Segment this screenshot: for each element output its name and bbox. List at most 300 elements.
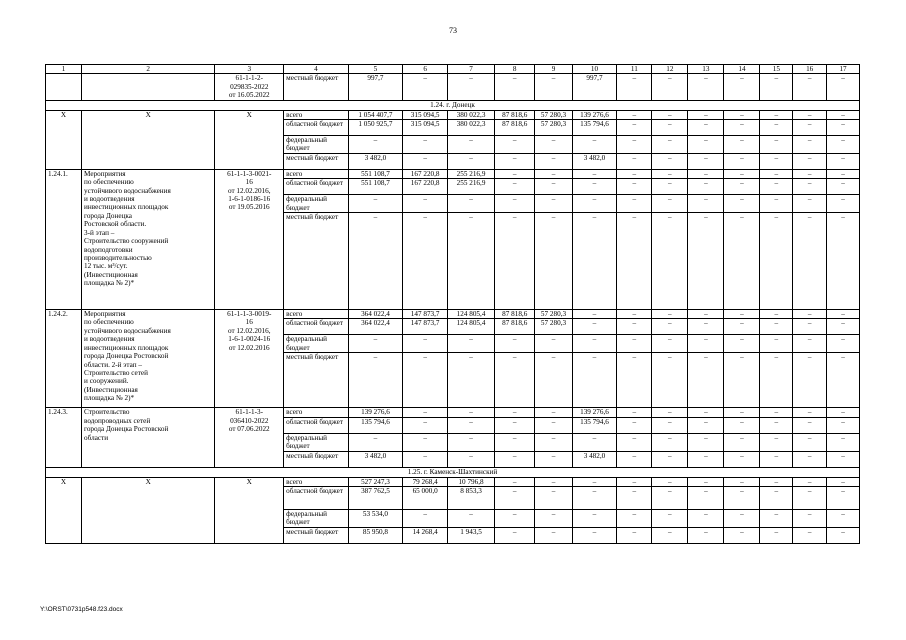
table-body <box>46 65 860 544</box>
cell-value: – <box>617 110 652 119</box>
cell-value: – <box>448 153 495 169</box>
cell-value: – <box>652 179 688 195</box>
cell-value: – <box>448 353 495 408</box>
cell-source: местный бюджет <box>284 451 348 467</box>
cell-value: 551 108,7 <box>348 179 403 195</box>
cell-value: – <box>403 213 448 310</box>
cell-value: – <box>572 509 617 527</box>
cell-value: – <box>572 136 617 154</box>
cell-value: 53 534,0 <box>348 509 403 527</box>
cell-value: – <box>827 353 860 408</box>
cell-value: 10 796,8 <box>448 477 495 486</box>
cell-value: – <box>617 169 652 178</box>
cell-value: 147 873,7 <box>403 310 448 319</box>
cell-value: – <box>403 509 448 527</box>
cell-number: 1.24.3. <box>46 408 82 467</box>
section-title: 1.24. г. Донецк <box>46 100 860 110</box>
section-row <box>46 467 860 477</box>
cell-value: – <box>403 417 448 433</box>
cell-value: – <box>403 136 448 154</box>
cell-source: федеральный бюджет <box>284 195 348 213</box>
cell-value: – <box>827 136 860 154</box>
table-row <box>46 477 860 486</box>
cell-value: – <box>827 153 860 169</box>
cell-source: местный бюджет <box>284 153 348 169</box>
cell-value: – <box>572 213 617 310</box>
cell-value: – <box>793 169 827 178</box>
cell-value: 3 482,0 <box>572 153 617 169</box>
cell-value: – <box>495 153 535 169</box>
cell-value: – <box>760 195 793 213</box>
cell-value: – <box>688 433 724 451</box>
cell-value: – <box>572 486 617 509</box>
cell-value: – <box>652 486 688 509</box>
cell-value: – <box>617 486 652 509</box>
cell-value: – <box>688 310 724 319</box>
cell-source: местный бюджет <box>284 527 348 543</box>
cell-value: – <box>448 509 495 527</box>
cell-value: – <box>535 195 572 213</box>
cell-value: – <box>448 195 495 213</box>
section-title: 1.25. г. Каменск-Шахтинский <box>46 467 860 477</box>
cell-value: 364 022,4 <box>348 319 403 335</box>
cell-value: – <box>793 477 827 486</box>
cell-value: – <box>495 486 535 509</box>
cell-value: – <box>688 451 724 467</box>
cell-value: – <box>403 353 448 408</box>
cell-value: – <box>495 169 535 178</box>
cell-value: 14 268,4 <box>403 527 448 543</box>
cell-value: – <box>403 408 448 417</box>
cell-source: областной бюджет <box>284 417 348 433</box>
cell-value: – <box>827 213 860 310</box>
cell-value: – <box>652 353 688 408</box>
cell-value: – <box>760 486 793 509</box>
cell-source: местный бюджет <box>284 74 348 100</box>
cell-value: – <box>688 335 724 353</box>
cell-value: – <box>652 169 688 178</box>
cell-value: – <box>827 477 860 486</box>
budget-table <box>45 64 860 544</box>
cell-source: местный бюджет <box>284 353 348 408</box>
cell-value: – <box>572 310 617 319</box>
cell-source: областной бюджет <box>284 486 348 509</box>
cell-number: 1.24.2. <box>46 310 82 408</box>
cell-source: всего <box>284 310 348 319</box>
cell-value: 997,7 <box>572 74 617 100</box>
cell-value: – <box>617 527 652 543</box>
cell-value: 139 276,6 <box>348 408 403 417</box>
cell-value: – <box>793 213 827 310</box>
cell-value: – <box>793 408 827 417</box>
cell-source: федеральный бюджет <box>284 433 348 451</box>
cell-value: – <box>348 433 403 451</box>
cell-source: федеральный бюджет <box>284 509 348 527</box>
column-number-15: 15 <box>760 65 793 74</box>
cell-value: – <box>403 433 448 451</box>
cell-value: – <box>348 213 403 310</box>
cell-value: – <box>495 417 535 433</box>
cell-value: 551 108,7 <box>348 169 403 178</box>
cell-value: 135 794,6 <box>572 417 617 433</box>
cell-value: – <box>760 408 793 417</box>
cell-permit: Х <box>215 477 284 543</box>
cell-value: – <box>760 451 793 467</box>
cell-value: – <box>793 486 827 509</box>
cell-value: – <box>688 353 724 408</box>
cell-value: – <box>617 335 652 353</box>
cell-value: – <box>688 110 724 119</box>
cell-value: – <box>572 335 617 353</box>
cell-value: – <box>403 195 448 213</box>
cell-value: – <box>724 136 760 154</box>
cell-value: – <box>535 353 572 408</box>
cell-value: 79 268,4 <box>403 477 448 486</box>
cell-value: – <box>724 486 760 509</box>
cell-value: – <box>572 353 617 408</box>
column-number-10: 10 <box>572 65 617 74</box>
cell-name: Х <box>82 477 215 543</box>
cell-value: – <box>495 509 535 527</box>
table-row <box>46 169 860 178</box>
cell-value: – <box>724 509 760 527</box>
cell-value: – <box>652 110 688 119</box>
cell-value: – <box>827 451 860 467</box>
cell-value: – <box>652 451 688 467</box>
header-row <box>46 65 860 74</box>
cell-value: 57 280,3 <box>535 319 572 335</box>
cell-value: – <box>760 153 793 169</box>
cell-value: – <box>617 433 652 451</box>
cell-value: 380 022,3 <box>448 110 495 119</box>
cell-value: – <box>827 74 860 100</box>
cell-value: – <box>448 451 495 467</box>
column-number-7: 7 <box>448 65 495 74</box>
cell-value: – <box>448 136 495 154</box>
cell-value: – <box>688 509 724 527</box>
cell-value: – <box>617 408 652 417</box>
cell-value: – <box>827 509 860 527</box>
cell-source: федеральный бюджет <box>284 136 348 154</box>
cell-value: – <box>617 477 652 486</box>
cell-value: – <box>572 319 617 335</box>
cell-value: – <box>535 451 572 467</box>
cell-value: – <box>827 335 860 353</box>
cell-value: 135 794,6 <box>572 120 617 136</box>
cell-value: – <box>688 408 724 417</box>
cell-value: – <box>760 477 793 486</box>
cell-value: 57 280,3 <box>535 110 572 119</box>
cell-permit: 61-1-1-3-0019- 16 от 12.02.2016, 1-6-1-0024-16 от 12.02.2016 <box>215 310 284 408</box>
cell-value: – <box>617 153 652 169</box>
cell-value: – <box>535 136 572 154</box>
cell-value: – <box>827 169 860 178</box>
cell-value: – <box>403 74 448 100</box>
cell-value: – <box>760 169 793 178</box>
cell-value: – <box>348 195 403 213</box>
cell-value: – <box>724 120 760 136</box>
cell-value: – <box>760 527 793 543</box>
column-number-2: 2 <box>82 65 215 74</box>
cell-value: 255 216,9 <box>448 179 495 195</box>
cell-value: – <box>724 319 760 335</box>
cell-value: – <box>827 417 860 433</box>
cell-value: 1 050 925,7 <box>348 120 403 136</box>
cell-value: – <box>793 153 827 169</box>
cell-source: областной бюджет <box>284 319 348 335</box>
cell-source: федеральный бюджет <box>284 335 348 353</box>
cell-value: – <box>495 74 535 100</box>
cell-value: – <box>724 169 760 178</box>
cell-value: – <box>535 408 572 417</box>
cell-number: Х <box>46 477 82 543</box>
cell-value: – <box>652 74 688 100</box>
cell-value: – <box>448 335 495 353</box>
cell-value: – <box>535 179 572 195</box>
cell-value: 85 950,8 <box>348 527 403 543</box>
cell-value: – <box>572 433 617 451</box>
cell-value: – <box>793 335 827 353</box>
cell-value: – <box>617 120 652 136</box>
cell-value: – <box>827 179 860 195</box>
cell-value: 1 054 407,7 <box>348 110 403 119</box>
cell-value: – <box>617 509 652 527</box>
cell-value: – <box>793 451 827 467</box>
cell-value: – <box>760 335 793 353</box>
cell-value: 147 873,7 <box>403 319 448 335</box>
cell-value: – <box>535 477 572 486</box>
cell-name <box>82 74 215 100</box>
cell-value: – <box>617 417 652 433</box>
cell-value: – <box>652 213 688 310</box>
cell-source: всего <box>284 408 348 417</box>
cell-value: – <box>793 195 827 213</box>
cell-value: – <box>688 477 724 486</box>
table-row <box>46 74 860 100</box>
cell-value: – <box>827 110 860 119</box>
column-number-14: 14 <box>724 65 760 74</box>
cell-permit: Х <box>215 110 284 169</box>
cell-value: – <box>617 195 652 213</box>
cell-value: – <box>403 451 448 467</box>
cell-value: – <box>652 417 688 433</box>
footer-file-path: Y:\ORST\0731p548.f23.docx <box>40 606 123 613</box>
cell-value: – <box>448 433 495 451</box>
cell-value: – <box>760 213 793 310</box>
cell-value: 124 805,4 <box>448 310 495 319</box>
cell-value: – <box>448 213 495 310</box>
column-number-16: 16 <box>793 65 827 74</box>
cell-value: – <box>495 408 535 417</box>
cell-value: – <box>535 417 572 433</box>
cell-value: – <box>535 153 572 169</box>
cell-value: 139 276,6 <box>572 408 617 417</box>
cell-value: – <box>760 110 793 119</box>
cell-value: – <box>535 169 572 178</box>
cell-value: 3 482,0 <box>348 153 403 169</box>
cell-source: всего <box>284 477 348 486</box>
cell-value: – <box>760 509 793 527</box>
cell-value: – <box>535 486 572 509</box>
cell-value: – <box>827 408 860 417</box>
cell-value: – <box>793 310 827 319</box>
cell-name: Мероприятия по обеспечению устойчивого водоснабжения и водоотведения инвестиционных площадок города Донецка Ростовской области. 3-й этап – Строительство сооружений водоподготовки производительностью 12 тыс. м³/сут. (Инвестиционная площадка № 2)* <box>82 169 215 309</box>
cell-value: – <box>793 319 827 335</box>
cell-value: 1 943,5 <box>448 527 495 543</box>
cell-value: – <box>572 477 617 486</box>
cell-value: – <box>652 509 688 527</box>
cell-value: – <box>724 310 760 319</box>
cell-value: – <box>572 195 617 213</box>
cell-value: – <box>688 319 724 335</box>
cell-value: – <box>688 527 724 543</box>
cell-permit: 61-1-1-3-0021- 16 от 12.02.2016, 1-6-1-0186-16 от 19.05.2016 <box>215 169 284 309</box>
cell-value: – <box>652 310 688 319</box>
cell-value: – <box>688 153 724 169</box>
cell-value: – <box>760 319 793 335</box>
cell-value: – <box>617 319 652 335</box>
cell-value: – <box>793 136 827 154</box>
cell-value: – <box>760 417 793 433</box>
cell-value: – <box>348 335 403 353</box>
cell-value: – <box>724 353 760 408</box>
cell-number: Х <box>46 110 82 169</box>
cell-value: – <box>652 195 688 213</box>
cell-value: – <box>535 213 572 310</box>
column-number-11: 11 <box>617 65 652 74</box>
cell-source: областной бюджет <box>284 120 348 136</box>
cell-value: – <box>572 169 617 178</box>
cell-value: – <box>827 120 860 136</box>
cell-value: – <box>760 136 793 154</box>
cell-value: – <box>724 408 760 417</box>
cell-value: – <box>448 74 495 100</box>
cell-value: 167 220,8 <box>403 179 448 195</box>
column-number-13: 13 <box>688 65 724 74</box>
cell-value: – <box>760 120 793 136</box>
column-number-5: 5 <box>348 65 403 74</box>
cell-value: – <box>535 335 572 353</box>
cell-source: местный бюджет <box>284 213 348 310</box>
cell-value: 3 482,0 <box>572 451 617 467</box>
cell-value: 65 000,0 <box>403 486 448 509</box>
cell-value: – <box>495 527 535 543</box>
cell-value: – <box>652 527 688 543</box>
cell-value: – <box>827 310 860 319</box>
cell-value: – <box>827 195 860 213</box>
cell-value: – <box>688 169 724 178</box>
column-number-9: 9 <box>535 65 572 74</box>
cell-value: – <box>760 74 793 100</box>
cell-value: – <box>724 335 760 353</box>
cell-value: 57 280,3 <box>535 120 572 136</box>
cell-value: – <box>793 353 827 408</box>
cell-value: – <box>793 74 827 100</box>
cell-value: – <box>348 136 403 154</box>
cell-value: – <box>652 120 688 136</box>
cell-value: – <box>793 417 827 433</box>
cell-value: 87 818,6 <box>495 110 535 119</box>
cell-value: – <box>617 451 652 467</box>
cell-value: – <box>724 451 760 467</box>
cell-value: – <box>617 136 652 154</box>
cell-value: – <box>495 353 535 408</box>
cell-value: – <box>652 136 688 154</box>
cell-name: Мероприятия по обеспечению устойчивого водоснабжения и водоотведения инвестиционных площадок города Донецка Ростовской области. 2-й этап – Строительство сетей и сооружений. (Инвестиционная площадка № 2)* <box>82 310 215 408</box>
cell-value: – <box>495 335 535 353</box>
cell-value: – <box>793 527 827 543</box>
cell-number: 1.24.1. <box>46 169 82 309</box>
cell-value: – <box>652 477 688 486</box>
table-row <box>46 110 860 119</box>
column-number-6: 6 <box>403 65 448 74</box>
cell-value: – <box>724 74 760 100</box>
cell-value: – <box>688 195 724 213</box>
cell-source: всего <box>284 110 348 119</box>
cell-value: 3 482,0 <box>348 451 403 467</box>
cell-value: – <box>617 213 652 310</box>
page-number: 73 <box>449 26 457 35</box>
cell-value: 997,7 <box>348 74 403 100</box>
cell-value: – <box>652 335 688 353</box>
cell-value: 135 794,6 <box>348 417 403 433</box>
cell-value: – <box>495 195 535 213</box>
cell-value: – <box>652 319 688 335</box>
cell-value: – <box>495 136 535 154</box>
cell-value: – <box>724 110 760 119</box>
cell-name: Строительство водопроводных сетей города Донецка Ростовской области <box>82 408 215 467</box>
cell-permit: 61-1-1-2- 029835-2022 от 16.05.2022 <box>215 74 284 100</box>
column-number-3: 3 <box>215 65 284 74</box>
cell-number <box>46 74 82 100</box>
cell-value: 87 818,6 <box>495 319 535 335</box>
cell-value: – <box>724 477 760 486</box>
cell-value: 315 094,5 <box>403 110 448 119</box>
cell-value: – <box>688 213 724 310</box>
cell-value: 387 762,5 <box>348 486 403 509</box>
cell-value: – <box>535 433 572 451</box>
column-number-17: 17 <box>827 65 860 74</box>
cell-value: 527 247,3 <box>348 477 403 486</box>
cell-value: 87 818,6 <box>495 310 535 319</box>
cell-value: – <box>495 213 535 310</box>
cell-value: – <box>652 153 688 169</box>
cell-value: 57 280,3 <box>535 310 572 319</box>
cell-value: – <box>724 153 760 169</box>
cell-value: – <box>688 74 724 100</box>
cell-value: 167 220,8 <box>403 169 448 178</box>
cell-value: – <box>827 486 860 509</box>
cell-value: – <box>688 136 724 154</box>
cell-value: – <box>827 527 860 543</box>
cell-value: – <box>535 74 572 100</box>
cell-value: – <box>724 527 760 543</box>
cell-value: – <box>724 195 760 213</box>
cell-value: 364 022,4 <box>348 310 403 319</box>
cell-value: – <box>688 120 724 136</box>
cell-value: – <box>403 153 448 169</box>
cell-value: – <box>617 353 652 408</box>
table-row <box>46 408 860 417</box>
cell-value: – <box>448 417 495 433</box>
cell-value: 8 853,3 <box>448 486 495 509</box>
cell-source: областной бюджет <box>284 179 348 195</box>
cell-name: Х <box>82 110 215 169</box>
table-row <box>46 310 860 319</box>
cell-value: – <box>760 310 793 319</box>
cell-value: – <box>793 433 827 451</box>
cell-value: – <box>793 110 827 119</box>
